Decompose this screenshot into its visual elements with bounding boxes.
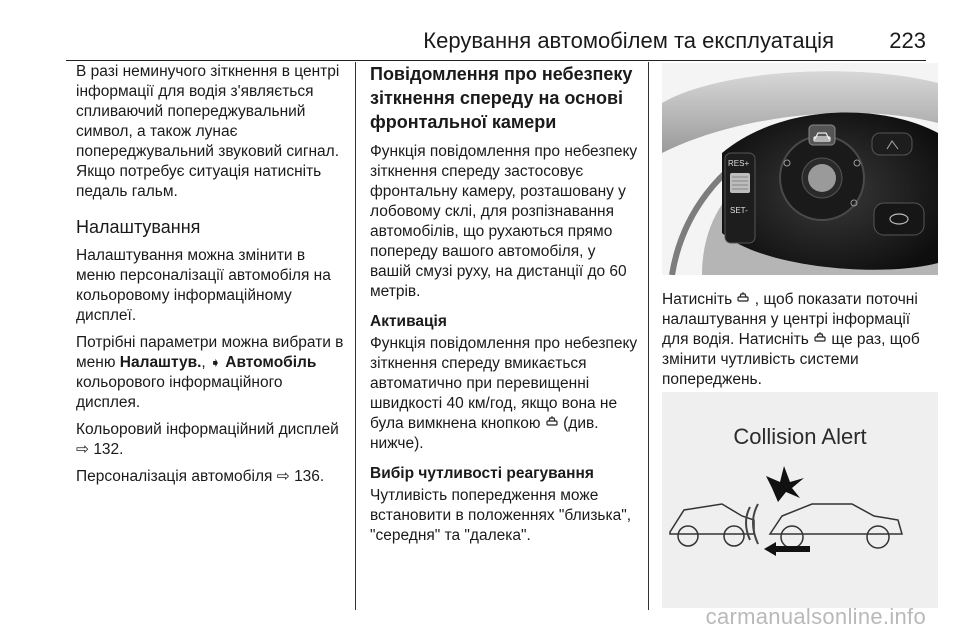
header-title: Керування автомобілем та експлуатація (423, 28, 834, 53)
heading-forward-collision: Повідомлення про небезпеку зіткнення спереду на основі фронтальної камери (370, 64, 633, 132)
text-span: ще раз, щоб змінити чутливість системи попереджень. (662, 331, 920, 388)
text-span: , щоб показати поточні налаштування у центрі інформації для водія. Натисніть (662, 291, 918, 348)
paragraph-ref-display (76, 420, 344, 460)
column-right-text (662, 290, 938, 397)
paragraph-press-button (662, 290, 938, 390)
column-left (76, 62, 344, 494)
menu-vehicle: Автомобіль (225, 354, 317, 371)
steering-wheel-figure (662, 63, 938, 275)
column-divider (355, 62, 356, 610)
text-span: , (201, 354, 211, 371)
collision-alert-icon (813, 331, 831, 348)
text-span: кольорового інформаційного дисплея. (76, 374, 283, 411)
heading-settings: Налаштування (76, 217, 201, 237)
text-span: Функція повідомлення про небезпеку зіткнення спереду вмикається автоматично при перевищенні швидкості 40 км/год, якщо вона не була вимкнена кнопкою (370, 335, 638, 432)
page-number: 223 (889, 28, 926, 53)
arrow-ref-icon: ⇨ (276, 468, 290, 485)
page-ref[interactable]: 132. (93, 441, 124, 458)
paragraph-collision-warning: В разі неминучого зіткнення в центрі інформації для водія з'являється спливаючий попереджувальний символ, а також лунає попереджувальний звуковий сигнал. Якщо потребує ситуація натисніть педаль гальм. (76, 63, 340, 200)
collision-alert-display (662, 392, 938, 608)
paragraph-menu-path (76, 333, 344, 413)
subheading-activation: Активація (370, 313, 447, 330)
page-ref[interactable]: 136. (294, 468, 325, 485)
res-label: RES+ (728, 159, 750, 168)
paragraph-camera: Функція повідомлення про небезпеку зіткнення спереду застосовує фронтальну камеру, розташовану у лобовому склі, для розпізнавання автомобілів, що рухаються прямо попереду вашого автомобіля, у вашій смузі руху, на дистанції до 60 метрів. (370, 143, 638, 300)
set-label: SET- (730, 206, 748, 215)
collision-alert-icon (545, 415, 563, 432)
watermark: carmanualsonline.info (705, 604, 926, 629)
collision-alert-icon (736, 291, 754, 308)
arrow-ref-icon: ⇨ (76, 441, 89, 458)
collision-alert-button[interactable] (809, 125, 835, 145)
text-span: Натисніть (662, 291, 733, 308)
column-middle (370, 62, 638, 553)
text-span: Кольоровий інформаційний дисплей (76, 421, 339, 438)
menu-settings: Налаштув. (119, 354, 202, 371)
page-header (66, 26, 926, 61)
text-span: Персоналізація автомобіля (76, 468, 273, 485)
paragraph-ref-personalization (76, 467, 344, 487)
paragraph-activation (370, 334, 638, 454)
column-divider (648, 62, 649, 610)
text-span: Потрібні параметри можна вибрати в меню (76, 334, 344, 371)
paragraph-settings: Налаштування можна змінити в меню персоналізації автомобіля на кольоровому інформаційному дисплеї. (76, 247, 331, 324)
text-span: (див. нижче). (370, 415, 599, 452)
display-title: Collision Alert (733, 424, 867, 449)
subheading-sensitivity: Вибір чутливості реагування (370, 465, 594, 482)
paragraph-sensitivity: Чутливість попередження може встановити в положеннях "близька", "середня" та "далека". (370, 487, 632, 544)
arrow-ref-icon: ➧ (210, 355, 221, 370)
